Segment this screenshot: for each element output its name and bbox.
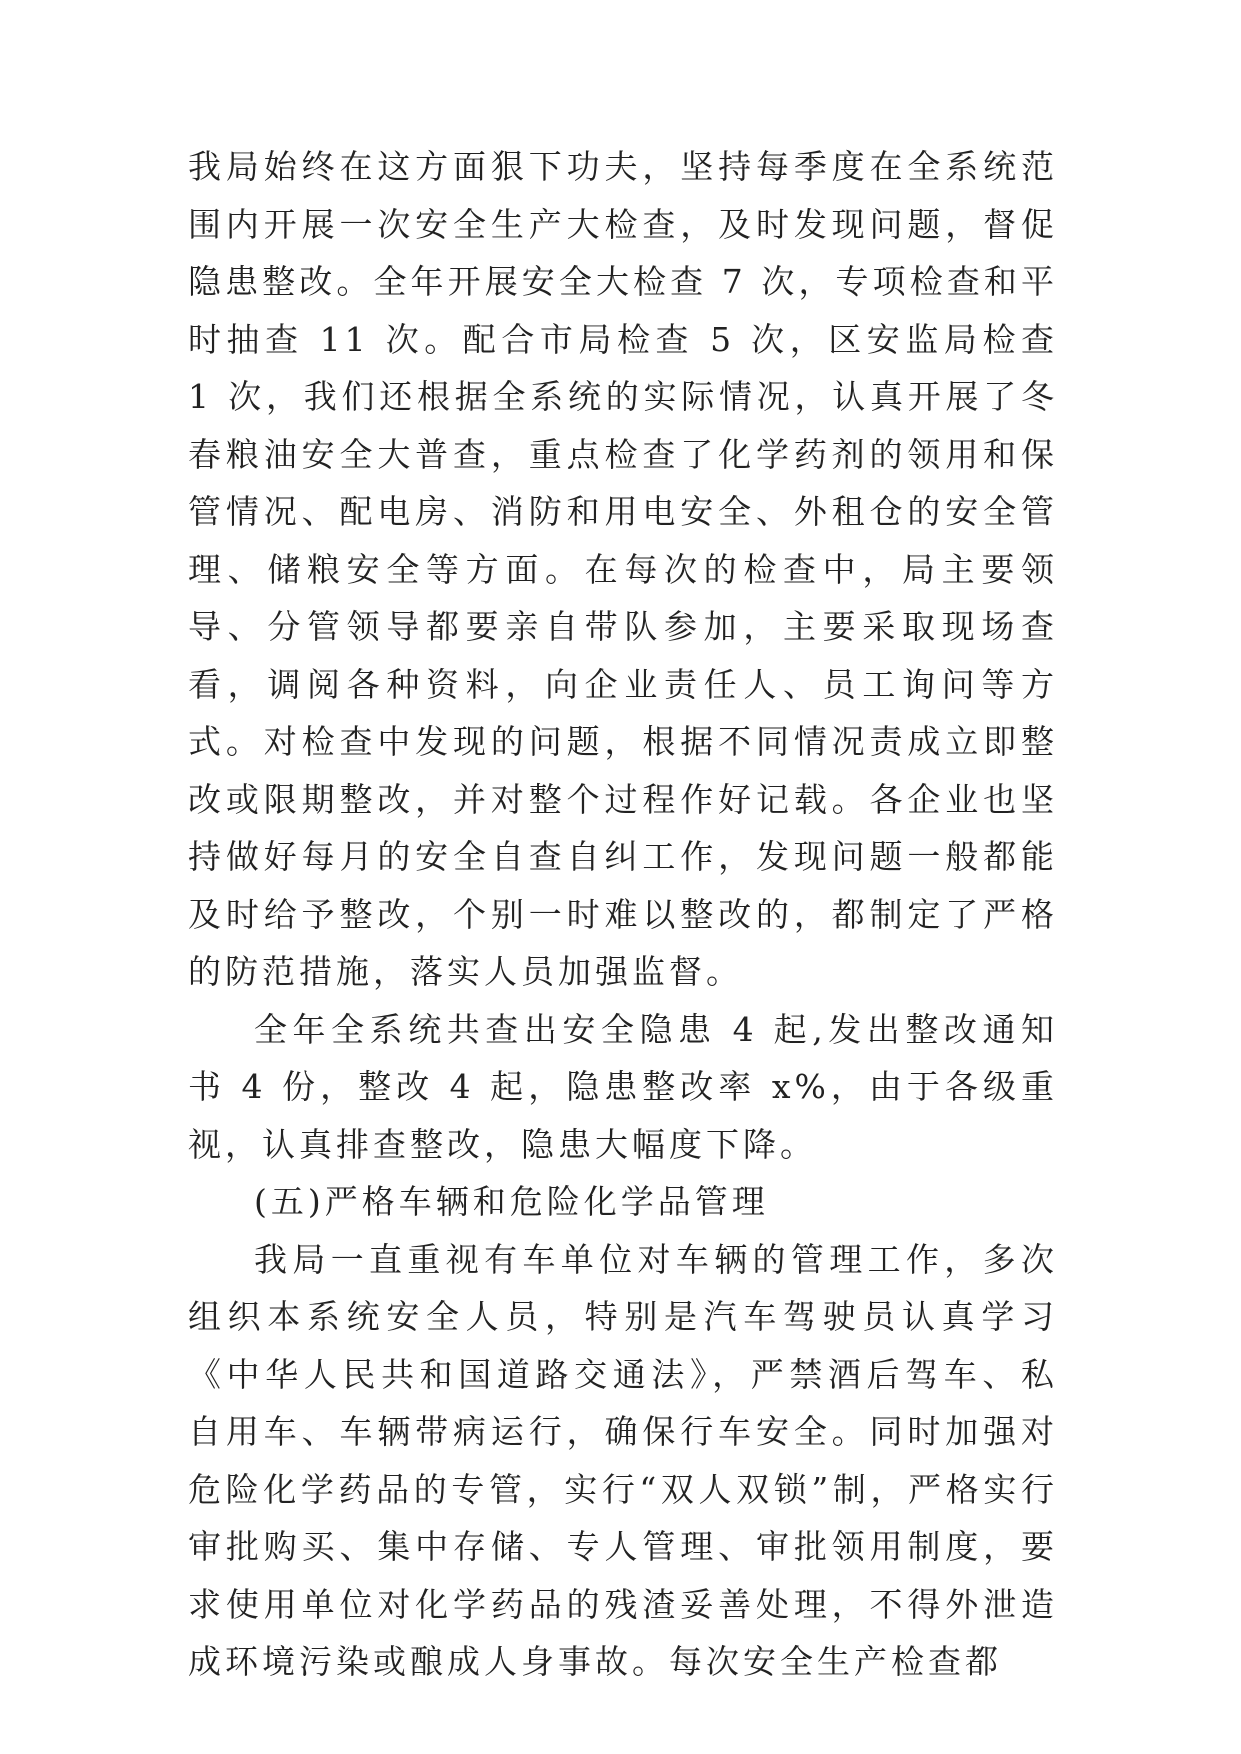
body-paragraph: 全年全系统共查出安全隐患 4 起,发出整改通知书 4 份，整改 4 起，隐患整改率 x%，由于各级重视，认真排查整改，隐患大幅度下降。 [188,1009,1058,1164]
body-paragraph: 我局始终在这方面狠下功夫，坚持每季度在全系统范围内开展一次安全生产大检查，及时发现问题，督促隐患整改。全年开展安全大检查 7 次，专项检查和平时抽查 11 次。配合市局检查 5 次，区安监局检查 1 次，我们还根据全系统的实际情况，认真开展了冬春粮油安全大普查，重点检查了化学药剂的领用和保管情况、配电房、消防和用电安全、外租仓的安全管理、储粮安全等方面。在每次的检查中，局主要领导、分管领导都要亲自带队参加，主要采取现场查看，调阅各种资料，向企业责任人、员工询问等方式。对检查中发现的问题，根据不同情况责成立即整改或限期整改，并对整个过程作好记载。各企业也坚持做好每月的安全自查自纠工作，发现问题一般都能及时给予整改，个别一时难以整改的，都制定了严格的防范措施，落实人员加强监督。 [188,147,1058,991]
section-heading: (五)严格车辆和危险化学品管理 [254,1182,769,1221]
document-page [188,138,1058,1691]
body-paragraph: 我局一直重视有车单位对车辆的管理工作，多次组织本系统安全人员，特别是汽车驾驶员认真学习《中华人民共和国道路交通法》，严禁酒后驾车、私自用车、车辆带病运行，确保行车安全。同时加强对危险化学药品的专管，实行“双人双锁”制，严格实行审批购买、集中存储、专人管理、审批领用制度，要求使用单位对化学药品的残渣妥善处理，不得外泄造成环境污染或酿成人身事故。每次安全生产检查都 [188,1239,1058,1681]
